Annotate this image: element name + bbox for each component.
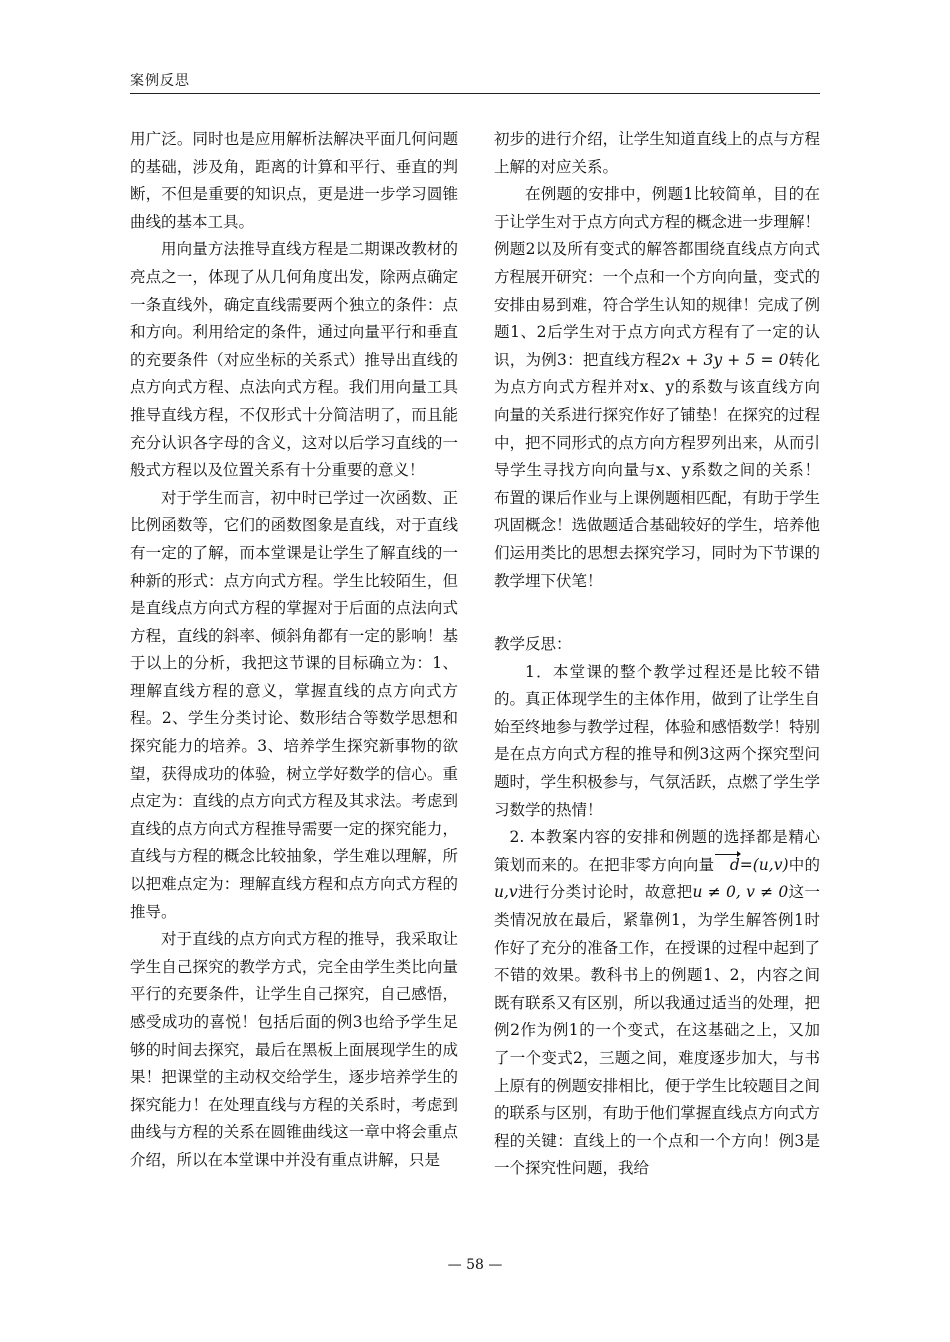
running-header [130,70,820,94]
paragraph-text: 这一类情况放在最后，紧靠例1，为学生解答例1时作好了充分的准备工作，在授课的过程中起到了不错的效果。教科书上的例题1、2，内容之间既有联系又有区别，所以我通过适当的处理，把例2作为例1的一个变式，在这基础之上，又加了一个变式2，三题之间，难度逐步加大，与书上原有的例题安排相比，便于学生比较题目之间的联系与区别，有助于他们掌握直线点方向式方程的关键：直线上的一个点和一个方向！例3是一个探究性问题，我给 [494,883,820,1178]
paragraph-text: 2. 本教案内容的安排和例题的选择都是精心策划而来的。在把非零方向向量 [494,828,820,874]
paragraph: 用向量方法推导直线方程是二期课改教材的亮点之一，体现了从几何角度出发，除两点确定一条直线外，确定直线需要两个独立的条件：点和方向。利用给定的条件，通过向量平行和垂直的充要条件（对应坐标的关系式）推导出直线的点方向式方程、点法向式方程。我们用向量工具推导直线方程，不仅形式十分简洁明了，而且能充分认识各字母的含义，这对以后学习直线的一般式方程以及位置关系有十分重要的意义！ [130,240,458,480]
left-column [130,126,458,1175]
page-number: — 58 — [447,1257,503,1273]
paragraph: 对于学生而言，初中时已学过一次函数、正比例函数等，它们的函数图象是直线，对于直线有一定的了解，而本堂课是让学生了解直线的一种新的形式：点方向式方程。学生比较陌生，但是直线点方向式方程的掌握对于后面的点法向式方程，直线的斜率、倾斜角都有一定的影响！基于以上的分析，我把这节课的目标确立为：1、理解直线方程的意义，掌握直线的点方向式方程。2、学生分类讨论、数形结合等数学思想和探究能力的培养。3、培养学生探究新事物的欲望，获得成功的体验，树立学好数学的信心。重点定为：直线的点方向式方程及其求法。考虑到直线的点方向式方程推导需要一定的探究能力，直线与方程的概念比较抽象，学生难以理解，所以把难点定为：理解直线方程和点方向式方程的推导。 [130,488,458,921]
paragraph: 用广泛。同时也是应用解析法解决平面几何问题的基础，涉及角，距离的计算和平行、垂直的判断，不但是重要的知识点，更是进一步学习圆锥曲线的基本工具。 [130,130,458,231]
paragraph [494,181,820,595]
paragraph-text: 转化为点方向式方程并对x、y的系数与该直线方向向量的关系进行探究作好了铺垫！在探究的过程中，把不同形式的点方向方程罗列出来，从而引导学生寻找方向向量与x、y系数之间的关系！布置的课后作业与上课例题相匹配，有助于学生巩固概念！选做题适合基础较好的学生，培养他们运用类比的思想去探究学习，同时为下节课的教学埋下伏笔！ [494,350,820,590]
spacer [494,595,820,631]
right-column [494,126,820,1183]
line-equation: 2x + 3y + 5 = 0 [661,350,789,369]
vector-d: d [714,852,739,880]
section-title: 教学反思： [494,635,572,654]
math-condition: u ≠ 0, v ≠ 0 [692,883,789,902]
paragraph: 初步的进行介绍，让学生知道直线上的点与方程上解的对应关系。 [494,130,820,176]
paragraph-text: 进行分类讨论时，故意把 [517,883,693,902]
paragraph-text: 中的 [788,855,820,874]
paragraph: 1．本堂课的整个教学过程还是比较不错的。真正体现学生的主体作用，做到了让学生自始至终地参与教学过程，体验和感悟数学！特别是在点方向式方程的推导和例3这两个探究型问题时，学生积极参与，气氛活跃，点燃了学生学习数学的热情！ [494,662,820,819]
header-title: 案例反思 [130,73,190,89]
paragraph: 对于直线的点方向式方程的推导，我采取让学生自己探究的教学方式，完全由学生类比向量平行的充要条件，让学生自己探究，自己感悟，感受成功的喜悦！包括后面的例3也给予学生足够的时间去探究，最后在黑板上面展现学生的成果！把课堂的主动权交给学生，逐步培养学生的探究能力！在处理直线与方程的关系时，考虑到曲线与方程的关系在圆锥曲线这一章中将会重点介绍，所以在本堂课中并没有重点讲解，只是 [130,930,458,1169]
math-uv: u,v [494,883,518,902]
paragraph-text: 在例题的安排中，例题1比较简单，目的在于让学生对于点方向式方程的概念进一步理解！例题2以及所有变式的解答都围绕直线点方向式方程展开研究：一个点和一个方向向量，变式的安排由易到难，符合学生认知的规律！完成了例题1、2后学生对于点方向式方程有了一定的认识，为例3：把直线方程 [494,185,820,369]
paragraph [494,824,820,1183]
vector-definition: =(u,v) [739,855,789,874]
